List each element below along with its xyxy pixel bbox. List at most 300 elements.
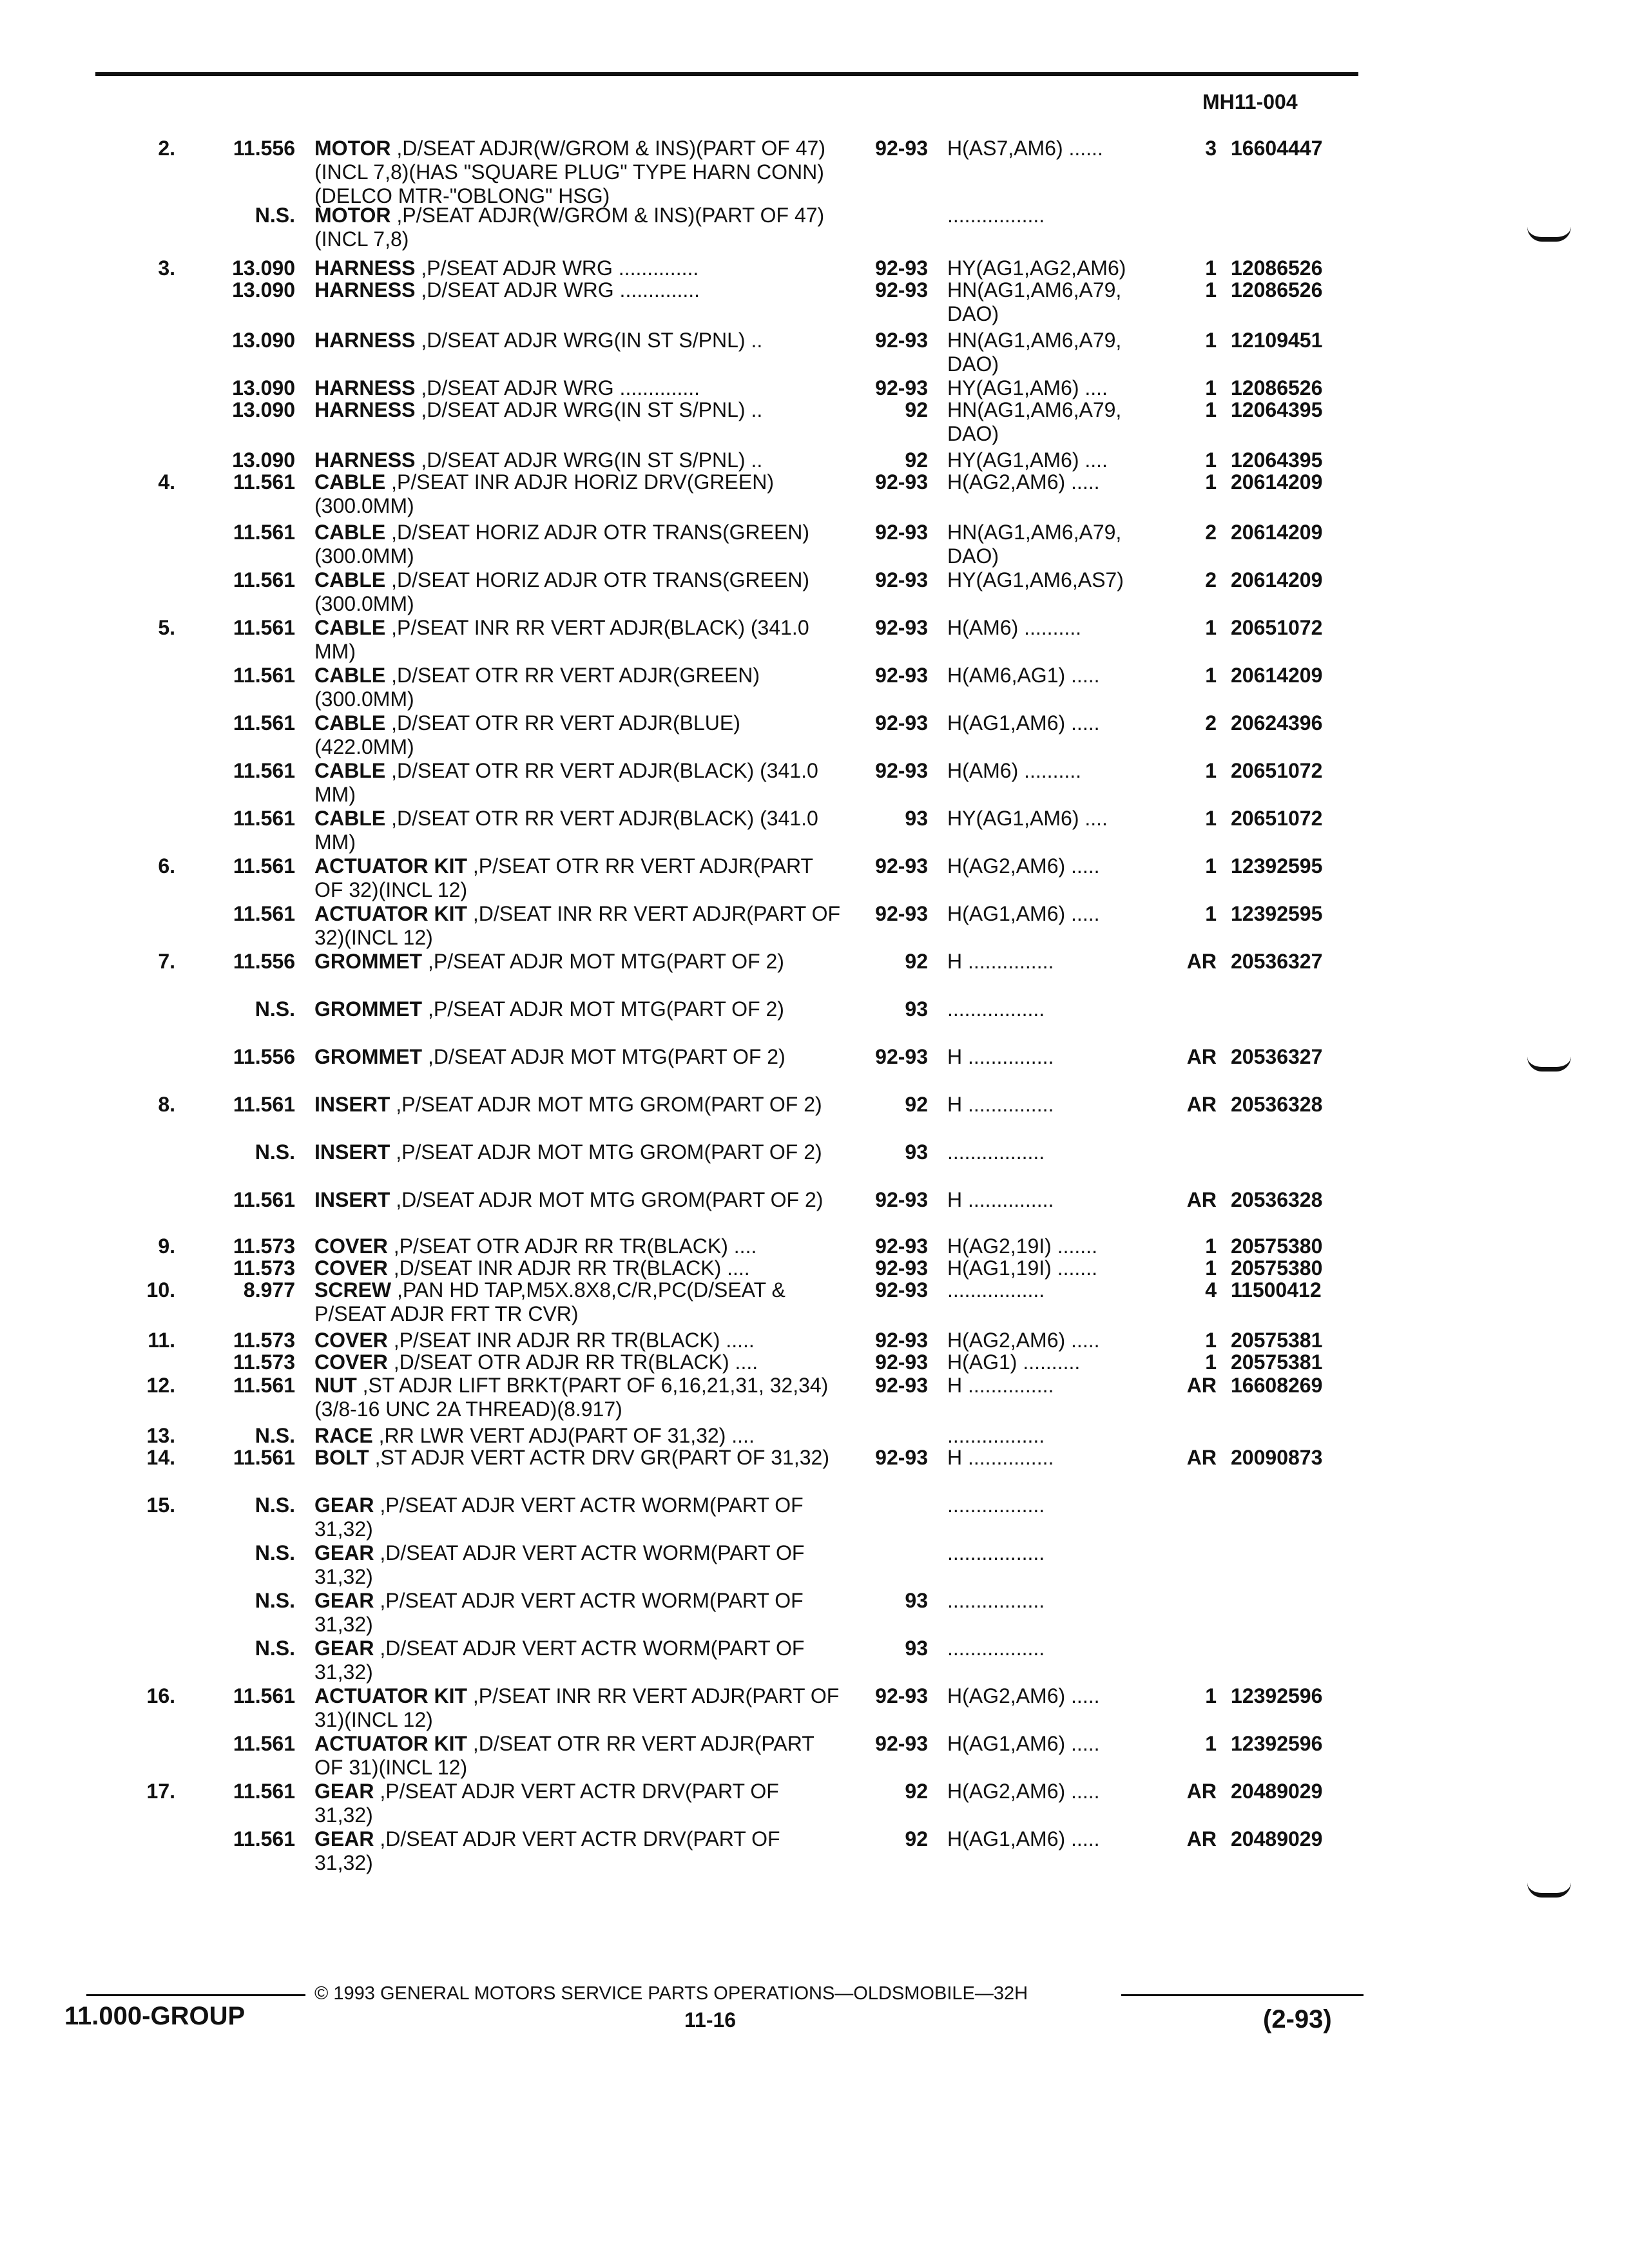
application-code: H ...............: [947, 950, 1054, 973]
part-detail: ,D/SEAT HORIZ ADJR OTR TRANS(GREEN)(300.0MM): [314, 568, 810, 615]
model-years: 92: [905, 950, 928, 973]
footer-group-label: 11.000-GROUP: [64, 2002, 246, 2030]
part-number: 16604447: [1231, 137, 1323, 160]
model-years: 92: [905, 1827, 928, 1850]
part-description: [314, 1827, 843, 1875]
part-detail: ,P/SEAT INR RR VERT ADJR(PART OF 31)(INCL 12): [314, 1684, 840, 1731]
application-code: .................: [947, 1424, 1045, 1447]
part-name: GEAR: [314, 1589, 374, 1612]
part-number: 20536327: [1231, 1045, 1323, 1068]
group-number: 11.561: [233, 1446, 295, 1469]
group-number: 11.561: [233, 664, 295, 687]
part-description: [314, 521, 843, 568]
part-detail: ,D/SEAT OTR RR VERT ADJR(BLACK) (341.0 MM): [314, 807, 818, 854]
figure-number: 2.: [158, 137, 175, 160]
part-detail: ,D/SEAT ADJR WRG ..............: [415, 278, 700, 302]
part-detail: ,D/SEAT OTR RR VERT ADJR(PART OF 31)(INCL 12): [314, 1732, 815, 1779]
part-detail: ,RR LWR VERT ADJ(PART OF 31,32) ....: [372, 1424, 755, 1447]
group-number: 11.561: [233, 1188, 295, 1211]
part-name: COVER: [314, 1235, 388, 1258]
part-number: 20651072: [1231, 807, 1323, 830]
group-number: N.S.: [255, 1589, 295, 1612]
application-code: .................: [947, 1637, 1045, 1660]
part-description: [314, 278, 843, 302]
group-number: 11.556: [233, 1045, 295, 1068]
quantity: 3: [1205, 137, 1217, 160]
part-description: [314, 204, 843, 251]
quantity: 1: [1205, 470, 1217, 494]
part-description: [314, 1140, 843, 1164]
part-name: GEAR: [314, 1637, 374, 1660]
part-detail: ,ST ADJR LIFT BRKT(PART OF 6,16,21,31, 32,34)(3/8-16 UNC 2A THREAD)(8.917): [314, 1374, 829, 1421]
group-number: 11.561: [233, 854, 295, 878]
application-code: .................: [947, 204, 1045, 227]
part-name: GROMMET: [314, 1045, 423, 1068]
part-description: [314, 664, 843, 711]
model-years: 93: [905, 1589, 928, 1612]
figure-number: 11.: [148, 1329, 175, 1352]
part-name: ACTUATOR KIT: [314, 1684, 468, 1707]
application-code: .................: [947, 1140, 1045, 1164]
group-number: 11.561: [233, 1684, 295, 1707]
application-code: H ...............: [947, 1093, 1054, 1116]
model-years: 92: [905, 398, 928, 421]
model-years: 92-93: [875, 568, 928, 591]
part-number: 20536327: [1231, 950, 1323, 973]
quantity: 1: [1205, 1350, 1217, 1374]
application-code: HY(AG1,AM6) ....: [947, 807, 1108, 830]
part-name: NUT: [314, 1374, 357, 1397]
part-detail: ,P/SEAT OTR ADJR RR TR(BLACK) ....: [387, 1235, 757, 1258]
part-name: GEAR: [314, 1541, 374, 1564]
group-number: 11.556: [233, 950, 295, 973]
model-years: 92-93: [875, 616, 928, 639]
part-description: [314, 1374, 843, 1421]
quantity: 1: [1205, 278, 1217, 302]
part-description: [314, 470, 843, 518]
part-number: 12086526: [1231, 256, 1323, 280]
model-years: 92-93: [875, 1188, 928, 1211]
part-name: CABLE: [314, 711, 386, 735]
model-years: 92-93: [875, 329, 928, 352]
model-years: 92-93: [875, 1732, 928, 1755]
application-code: HY(AG1,AM6,AS7): [947, 568, 1124, 591]
part-description: [314, 711, 843, 759]
application-code: H(AG2,AM6) .....: [947, 470, 1100, 494]
quantity: AR: [1186, 1045, 1217, 1068]
application-code: H(AG2,AM6) .....: [947, 854, 1100, 878]
application-code: H(AG2,AM6) .....: [947, 1684, 1100, 1707]
part-number: 12109451: [1231, 329, 1323, 352]
quantity: 1: [1205, 448, 1217, 472]
part-detail: ,D/SEAT ADJR WRG(IN ST S/PNL) ..: [415, 448, 763, 472]
part-description: [314, 1256, 843, 1280]
group-number: 11.561: [233, 1093, 295, 1116]
figure-number: 17.: [146, 1780, 175, 1803]
model-years: 92-93: [875, 1278, 928, 1302]
part-detail: ,P/SEAT ADJR VERT ACTR DRV(PART OF 31,32): [314, 1780, 779, 1827]
part-number: 20614209: [1231, 664, 1323, 687]
application-code: H(AG1,AM6) .....: [947, 902, 1100, 925]
part-detail: ,D/SEAT OTR RR VERT ADJR(BLUE) (422.0MM): [314, 711, 740, 758]
application-code: H ...............: [947, 1045, 1054, 1068]
application-code: H ...............: [947, 1188, 1054, 1211]
group-number: 11.561: [233, 902, 295, 925]
application-code: HN(AG1,AM6,A79, DAO): [947, 329, 1122, 376]
footer-date: (2-93): [1263, 2005, 1332, 2033]
part-detail: ,D/SEAT ADJR VERT ACTR WORM(PART OF 31,32): [314, 1541, 805, 1588]
part-detail: ,P/SEAT INR ADJR HORIZ DRV(GREEN) (300.0MM): [314, 470, 774, 517]
part-description: [314, 1589, 843, 1637]
part-detail: ,P/SEAT ADJR WRG ..............: [415, 256, 699, 280]
model-years: 93: [905, 807, 928, 830]
part-name: BOLT: [314, 1446, 369, 1469]
part-number: 12064395: [1231, 448, 1323, 472]
footer-rule-right: [1121, 1994, 1364, 1996]
figure-number: 7.: [158, 950, 175, 973]
model-years: 93: [905, 1140, 928, 1164]
part-number: 12392596: [1231, 1732, 1323, 1755]
group-number: 11.573: [233, 1235, 295, 1258]
part-detail: ,P/SEAT INR ADJR RR TR(BLACK) .....: [387, 1329, 755, 1352]
part-name: COVER: [314, 1329, 388, 1352]
part-description: [314, 1093, 843, 1117]
part-number: 12392596: [1231, 1684, 1323, 1707]
quantity: 1: [1205, 376, 1217, 399]
application-code: H(AG1,AM6) .....: [947, 1732, 1100, 1755]
part-detail: ,D/SEAT ADJR WRG ..............: [415, 376, 700, 399]
footer-page-number: 11-16: [684, 2008, 737, 2032]
application-code: H(AG2,AM6) .....: [947, 1780, 1100, 1803]
quantity: 1: [1205, 1256, 1217, 1280]
part-detail: ,ST ADJR VERT ACTR DRV GR(PART OF 31,32): [369, 1446, 829, 1469]
application-code: HN(AG1,AM6,A79, DAO): [947, 278, 1122, 325]
application-code: H(AM6,AG1) .....: [947, 664, 1100, 687]
part-name: ACTUATOR KIT: [314, 902, 468, 925]
application-code: H(AM6) ..........: [947, 616, 1082, 639]
model-years: 92-93: [875, 470, 928, 494]
part-name: GROMMET: [314, 950, 423, 973]
part-name: ACTUATOR KIT: [314, 1732, 468, 1755]
part-name: INSERT: [314, 1093, 390, 1116]
part-detail: ,D/SEAT ADJR MOT MTG(PART OF 2): [422, 1045, 786, 1068]
part-detail: ,D/SEAT INR ADJR RR TR(BLACK) ....: [387, 1256, 750, 1280]
part-name: MOTOR: [314, 137, 391, 160]
group-number: 13.090: [232, 448, 295, 472]
quantity: 1: [1205, 1732, 1217, 1755]
part-description: [314, 1494, 843, 1541]
quantity: 1: [1205, 807, 1217, 830]
model-years: 92-93: [875, 1256, 928, 1280]
model-years: 92: [905, 1093, 928, 1116]
group-number: 11.561: [233, 521, 295, 544]
part-number: 20575380: [1231, 1256, 1323, 1280]
quantity: 1: [1205, 664, 1217, 687]
application-code: HN(AG1,AM6,A79, DAO): [947, 521, 1122, 568]
part-description: [314, 616, 843, 664]
model-years: 92-93: [875, 1235, 928, 1258]
figure-number: 6.: [158, 854, 175, 878]
application-code: .................: [947, 1494, 1045, 1517]
part-detail: ,P/SEAT OTR RR VERT ADJR(PART OF 32)(INCL 12): [314, 854, 813, 901]
part-detail: ,P/SEAT ADJR MOT MTG GROM(PART OF 2): [390, 1140, 822, 1164]
application-code: HN(AG1,AM6,A79, DAO): [947, 398, 1122, 445]
model-years: 92: [905, 1780, 928, 1803]
part-description: [314, 997, 843, 1021]
model-years: 92-93: [875, 1045, 928, 1068]
quantity: 1: [1205, 1329, 1217, 1352]
application-code: H(AG1,AM6) .....: [947, 1827, 1100, 1850]
part-detail: ,D/SEAT OTR RR VERT ADJR(BLACK) (341.0 MM): [314, 759, 818, 806]
model-years: 92-93: [875, 1684, 928, 1707]
quantity: AR: [1186, 1827, 1217, 1850]
model-years: 92-93: [875, 664, 928, 687]
application-code: H(AG1,19I) .......: [947, 1256, 1097, 1280]
part-detail: ,P/SEAT ADJR MOT MTG(PART OF 2): [422, 997, 784, 1021]
quantity: 1: [1205, 256, 1217, 280]
page-code: MH11-004: [1202, 90, 1298, 113]
part-number: 20651072: [1231, 759, 1323, 782]
part-detail: ,P/SEAT ADJR VERT ACTR WORM(PART OF 31,32): [314, 1589, 804, 1636]
application-code: H(AG1,AM6) .....: [947, 711, 1100, 735]
part-number: 12392595: [1231, 854, 1323, 878]
quantity: 4: [1205, 1278, 1217, 1302]
quantity: 1: [1205, 1235, 1217, 1258]
part-description: [314, 376, 843, 400]
part-detail: ,D/SEAT ADJR WRG(IN ST S/PNL) ..: [415, 398, 763, 421]
part-description: [314, 1424, 843, 1448]
part-name: HARNESS: [314, 376, 416, 399]
part-description: [314, 1732, 843, 1780]
part-name: GEAR: [314, 1780, 374, 1803]
part-name: CABLE: [314, 521, 386, 544]
application-code: H(AM6) ..........: [947, 759, 1082, 782]
part-detail: ,P/SEAT ADJR MOT MTG GROM(PART OF 2): [390, 1093, 822, 1116]
application-code: .................: [947, 1278, 1045, 1302]
part-number: 20090873: [1231, 1446, 1323, 1469]
part-name: GEAR: [314, 1827, 374, 1850]
application-code: .................: [947, 997, 1045, 1021]
part-name: CABLE: [314, 616, 386, 639]
quantity: 1: [1205, 759, 1217, 782]
model-years: 93: [905, 997, 928, 1021]
application-code: H ...............: [947, 1374, 1054, 1397]
model-years: 92-93: [875, 521, 928, 544]
group-number: 11.561: [233, 711, 295, 735]
figure-number: 13.: [146, 1424, 175, 1447]
part-description: [314, 1637, 843, 1684]
part-name: HARNESS: [314, 448, 416, 472]
part-detail: ,P/SEAT ADJR VERT ACTR WORM(PART OF 31,32): [314, 1494, 804, 1541]
part-name: INSERT: [314, 1188, 390, 1211]
part-detail: ,P/SEAT ADJR(W/GROM & INS)(PART OF 47)(INCL 7,8): [314, 204, 825, 251]
group-number: N.S.: [255, 1637, 295, 1660]
part-description: [314, 1780, 843, 1827]
part-description: [314, 854, 843, 902]
part-name: RACE: [314, 1424, 373, 1447]
part-number: 20614209: [1231, 470, 1323, 494]
group-number: 11.561: [233, 470, 295, 494]
figure-number: 4.: [158, 470, 175, 494]
application-code: H ...............: [947, 1446, 1054, 1469]
part-name: CABLE: [314, 807, 386, 830]
part-name: GEAR: [314, 1494, 374, 1517]
group-number: 11.561: [233, 568, 295, 591]
model-years: 92-93: [875, 256, 928, 280]
part-number: 20575380: [1231, 1235, 1323, 1258]
application-code: HY(AG1,AM6) ....: [947, 448, 1108, 472]
figure-number: 8.: [158, 1093, 175, 1116]
model-years: 92-93: [875, 759, 928, 782]
part-number: 20536328: [1231, 1188, 1323, 1211]
quantity: 1: [1205, 616, 1217, 639]
part-description: [314, 398, 843, 422]
quantity: 1: [1205, 329, 1217, 352]
part-description: [314, 1235, 843, 1258]
part-name: COVER: [314, 1256, 388, 1280]
part-name: CABLE: [314, 664, 386, 687]
group-number: 11.561: [233, 1374, 295, 1397]
application-code: H(AS7,AM6) ......: [947, 137, 1103, 160]
quantity: 1: [1205, 902, 1217, 925]
quantity: 1: [1205, 1684, 1217, 1707]
model-years: 92: [905, 448, 928, 472]
group-number: N.S.: [255, 1424, 295, 1447]
part-detail: ,D/SEAT ADJR MOT MTG GROM(PART OF 2): [390, 1188, 824, 1211]
model-years: 92-93: [875, 376, 928, 399]
part-number: 12392595: [1231, 902, 1323, 925]
part-detail: ,D/SEAT INR RR VERT ADJR(PART OF 32)(INCL 12): [314, 902, 841, 949]
quantity: 2: [1205, 521, 1217, 544]
part-description: [314, 1278, 843, 1326]
quantity: AR: [1186, 1780, 1217, 1803]
part-number: 11500412: [1231, 1278, 1322, 1302]
group-number: 11.561: [233, 1732, 295, 1755]
part-name: HARNESS: [314, 398, 416, 421]
group-number: 11.561: [233, 807, 295, 830]
part-number: 20575381: [1231, 1329, 1323, 1352]
model-years: 92-93: [875, 854, 928, 878]
model-years: 92-93: [875, 711, 928, 735]
part-number: 12064395: [1231, 398, 1323, 421]
group-number: 11.561: [233, 759, 295, 782]
part-description: [314, 256, 843, 280]
group-number: 13.090: [232, 398, 295, 421]
quantity: AR: [1186, 1374, 1217, 1397]
group-number: N.S.: [255, 1140, 295, 1164]
application-code: H(AG1) ..........: [947, 1350, 1081, 1374]
part-name: HARNESS: [314, 278, 416, 302]
group-number: 13.090: [232, 278, 295, 302]
group-number: 13.090: [232, 256, 295, 280]
part-description: [314, 1350, 843, 1374]
application-code: .................: [947, 1589, 1045, 1612]
figure-number: 15.: [146, 1494, 175, 1517]
group-number: 11.573: [233, 1256, 295, 1280]
figure-number: 14.: [146, 1446, 175, 1469]
part-name: CABLE: [314, 470, 386, 494]
quantity: AR: [1186, 1446, 1217, 1469]
part-detail: ,D/SEAT HORIZ ADJR OTR TRANS(GREEN)(300.0MM): [314, 521, 810, 568]
group-number: 11.561: [233, 616, 295, 639]
part-description: [314, 807, 843, 854]
model-years: 92-93: [875, 278, 928, 302]
figure-number: 10.: [146, 1278, 175, 1302]
group-number: 13.090: [232, 376, 295, 399]
part-number: 20536328: [1231, 1093, 1323, 1116]
group-number: 11.561: [233, 1780, 295, 1803]
model-years: 92-93: [875, 137, 928, 160]
footer-rule-left: [86, 1994, 305, 1996]
part-description: [314, 568, 843, 616]
model-years: 92-93: [875, 1446, 928, 1469]
part-number: 16608269: [1231, 1374, 1323, 1397]
part-number: 20575381: [1231, 1350, 1323, 1374]
part-detail: ,P/SEAT ADJR MOT MTG(PART OF 2): [422, 950, 784, 973]
application-code: .................: [947, 1541, 1045, 1564]
part-name: HARNESS: [314, 256, 416, 280]
figure-number: 9.: [158, 1235, 175, 1258]
quantity: 1: [1205, 398, 1217, 421]
model-years: 92-93: [875, 1329, 928, 1352]
footer-copyright: © 1993 GENERAL MOTORS SERVICE PARTS OPERATIONS—OLDSMOBILE—32H: [314, 1983, 1028, 2004]
part-number: 12086526: [1231, 278, 1323, 302]
quantity: AR: [1186, 1093, 1217, 1116]
part-description: [314, 1446, 843, 1470]
group-number: N.S.: [255, 204, 295, 227]
quantity: 2: [1205, 568, 1217, 591]
part-description: [314, 329, 843, 352]
application-code: H(AG2,AM6) .....: [947, 1329, 1100, 1352]
part-detail: ,D/SEAT ADJR VERT ACTR DRV(PART OF 31,32): [314, 1827, 780, 1874]
part-detail: ,P/SEAT INR RR VERT ADJR(BLACK) (341.0 MM): [314, 616, 809, 663]
part-number: 20614209: [1231, 521, 1323, 544]
part-description: [314, 759, 843, 807]
part-detail: ,D/SEAT ADJR WRG(IN ST S/PNL) ..: [415, 329, 763, 352]
part-detail: ,PAN HD TAP,M5X.8X8,C/R,PC(D/SEAT & P/SEAT ADJR FRT TR CVR): [314, 1278, 786, 1325]
part-name: CABLE: [314, 568, 386, 591]
part-name: CABLE: [314, 759, 386, 782]
quantity: 2: [1205, 711, 1217, 735]
part-name: HARNESS: [314, 329, 416, 352]
group-number: N.S.: [255, 1541, 295, 1564]
quantity: AR: [1186, 1188, 1217, 1211]
part-number: 20489029: [1231, 1780, 1323, 1803]
part-name: SCREW: [314, 1278, 392, 1302]
application-code: HY(AG1,AG2,AM6): [947, 256, 1126, 280]
figure-number: 5.: [158, 616, 175, 639]
part-name: INSERT: [314, 1140, 390, 1164]
group-number: 11.561: [233, 1827, 295, 1850]
group-number: 11.556: [233, 137, 295, 160]
quantity: AR: [1186, 950, 1217, 973]
model-years: 92-93: [875, 1374, 928, 1397]
part-description: [314, 448, 843, 472]
group-number: N.S.: [255, 1494, 295, 1517]
part-name: COVER: [314, 1350, 388, 1374]
model-years: 92-93: [875, 1350, 928, 1374]
application-code: HY(AG1,AM6) ....: [947, 376, 1108, 399]
part-name: MOTOR: [314, 204, 391, 227]
part-name: GROMMET: [314, 997, 423, 1021]
group-number: 8.977: [243, 1278, 295, 1302]
part-description: [314, 1045, 843, 1069]
figure-number: 3.: [158, 256, 175, 280]
part-number: 20624396: [1231, 711, 1323, 735]
part-description: [314, 1188, 843, 1212]
part-description: [314, 902, 843, 950]
group-number: 11.573: [233, 1329, 295, 1352]
